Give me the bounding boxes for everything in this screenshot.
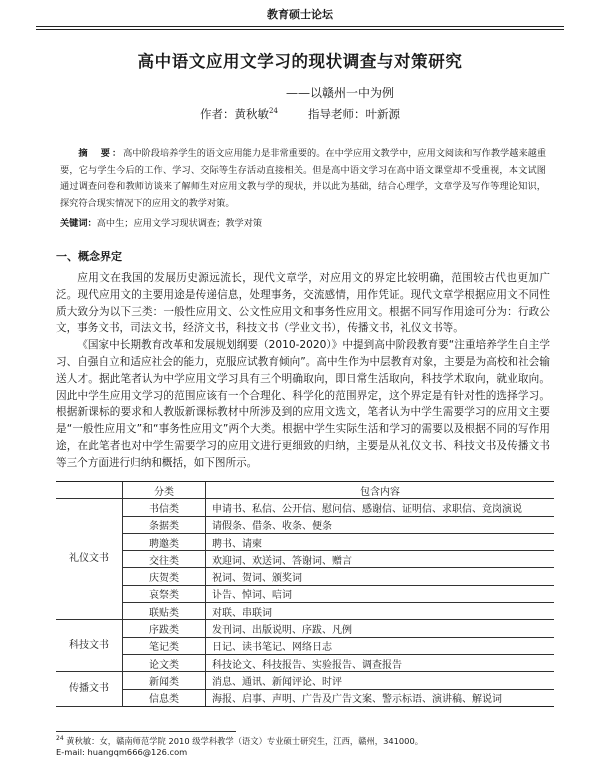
- table-row: [56, 620, 554, 637]
- table-row: [56, 689, 554, 706]
- table-subcategory-cell: 笔记类: [123, 637, 206, 654]
- table-row: [56, 603, 554, 620]
- table-group-cell: 礼仪文书: [56, 499, 123, 620]
- footnote: [56, 733, 556, 759]
- table-subcategory-cell: 新闻类: [123, 672, 206, 689]
- footnote-line-1: [56, 733, 556, 747]
- footnote-rule: [56, 731, 236, 732]
- footnote-email: E-mail: huangqm666@126.com: [56, 747, 188, 758]
- table-row: [56, 499, 554, 516]
- table-subcategory-cell: 条据类: [123, 516, 206, 533]
- table-row: [56, 516, 554, 533]
- table-row: [56, 654, 554, 671]
- table-row: [56, 568, 554, 585]
- table-header-group: [56, 482, 123, 499]
- keywords-label: 关键词：: [60, 218, 97, 229]
- table-header-content: 包含内容: [206, 482, 555, 499]
- keywords: [60, 216, 546, 232]
- table-subcategory-cell: 交往类: [123, 551, 206, 568]
- table-row: [56, 585, 554, 602]
- section-heading: 一、概念界定: [56, 250, 122, 263]
- table-row: [56, 533, 554, 550]
- table-subcategory-cell: 哀祭类: [123, 585, 206, 602]
- table-content-cell: 消息、通讯、新闻评论、时评: [206, 672, 555, 689]
- table-row: [56, 551, 554, 568]
- table-content-cell: 科技论文、科技报告、实验报告、调查报告: [206, 654, 555, 671]
- table-header-row: [56, 482, 554, 499]
- footnote-mark: 24: [56, 735, 64, 742]
- abstract-text: 高中阶段培养学生的语文应用能力是非常重要的。在中学应用文教学中，应用文阅读和写作教学越来越重要，它与学生今后的工作、学习、交际等生存活动直接相关。但是高中语文学习在高中语文课堂却不受重视，本文试图通过调查问卷和教师访谈来了解师生对应用文教与学的现状，并以此为基础，结合心理学，文章学及写作等理论知识，探究符合现实情况下的应用文的教学对策。: [60, 148, 547, 209]
- running-head: 教育硕士论坛: [267, 8, 333, 21]
- table-header-category: 分类: [123, 482, 206, 499]
- paper-title: 高中语文应用文学习的现状调查与对策研究: [137, 52, 463, 71]
- abstract: [60, 146, 546, 212]
- footnote-text: 黄秋敏：女，赣南师范学院 2010 级学科教学（语文）专业硕士研究生，江西，赣州，341000。: [66, 735, 424, 746]
- table-content-cell: 对联、串联词: [206, 603, 555, 620]
- table-subcategory-cell: 聘邀类: [123, 533, 206, 550]
- author-label: 作者：: [200, 107, 235, 121]
- table-content-cell: 聘书、请柬: [206, 533, 555, 550]
- advisor-name: 叶新源: [365, 107, 400, 121]
- table-subcategory-cell: 书信类: [123, 499, 206, 516]
- advisor-label: 指导老师：: [307, 107, 366, 121]
- body-paragraph-1: 应用文在我国的发展历史源远流长，现代文章学，对应用文的界定比较明确，范围较古代也更加广泛。现代应用文的主要用途是传递信息，处理事务，交流感情，用作凭证。现代文章学根据应用文不同性质大致分为以下三类：一般性应用文、公文性应用文和事务性应用文。根据不同写作用途可分为：行政公文，事务文书，司法文书，经济文书，科技文书（学业文书），传播文书，礼仪文书等。: [56, 272, 550, 335]
- paper-subtitle: ——以赣州一中为例: [285, 86, 394, 100]
- section-body: [56, 270, 550, 472]
- table-subcategory-cell: 信息类: [123, 689, 206, 706]
- table-content-cell: 发刊词、出版说明、序跋、凡例: [206, 620, 555, 637]
- table-row: [56, 637, 554, 654]
- table-group-cell: 传播文书: [56, 672, 123, 707]
- author-name: 黄秋敏: [234, 107, 270, 121]
- keywords-text: 高中生；应用文学习现状调查；教学对策: [96, 218, 263, 229]
- table-content-cell: 欢迎词、欢送词、答谢词、赠言: [206, 551, 555, 568]
- table-content-cell: 祝词、贺词、颁奖词: [206, 568, 555, 585]
- abstract-label: 摘 要：: [78, 148, 124, 159]
- table-content-cell: 海报、启事、声明、广告及广告文案、警示标语、演讲稿、解说词: [206, 689, 555, 706]
- table-content-cell: 讣告、悼词、唁词: [206, 585, 555, 602]
- header-rule: [36, 26, 564, 27]
- table-row: [56, 672, 554, 689]
- author-line: [0, 106, 600, 122]
- body-paragraph-2: 《国家中长期教育改革和发展规划纲要（2010-2020）》中提到高中阶段教育要“注重培养学生自主学习、自强自立和适应社会的能力，克服应试教育倾向”。高中生作为中层教育对象，主要是为高校和社会输送人才。据此笔者认为中学应用文学习具有三个明确取向，即日常生活取向，科技学术取向，就业取向。因此中学生应用文学习的范围应该有一个合理化、科学化的范围界定，这个界定是有针对性的选择学习。根据新课标的要求和人教版新课标教材中所涉及到的应用文选文，笔者认为中学生需要学习的应用文主要是“一般性应用文”和“事务性应用文”两个大类。根据中学生实际生活和学习的需要以及根据不同的写作用途，在此笔者也对中学生需要学习的应用文进行更细致的归纳，主要是从礼仪文书、科技文书及传播文书等三个方面进行归纳和概括，如下图所示。: [56, 339, 550, 469]
- table-subcategory-cell: 联贴类: [123, 603, 206, 620]
- header-rule-thin: [36, 29, 564, 30]
- classification-table: [56, 481, 554, 707]
- table-subcategory-cell: 论文类: [123, 654, 206, 671]
- author-footnote-mark: 24: [269, 107, 278, 116]
- table-subcategory-cell: 庆贺类: [123, 568, 206, 585]
- table-subcategory-cell: 序跋类: [123, 620, 206, 637]
- table-content-cell: 申请书、私信、公开信、慰问信、感谢信、证明信、求职信、竞岗演说: [206, 499, 555, 516]
- table-content-cell: 请假条、借条、收条、便条: [206, 516, 555, 533]
- table-content-cell: 日记、读书笔记、网络日志: [206, 637, 555, 654]
- table-group-cell: 科技文书: [56, 620, 123, 672]
